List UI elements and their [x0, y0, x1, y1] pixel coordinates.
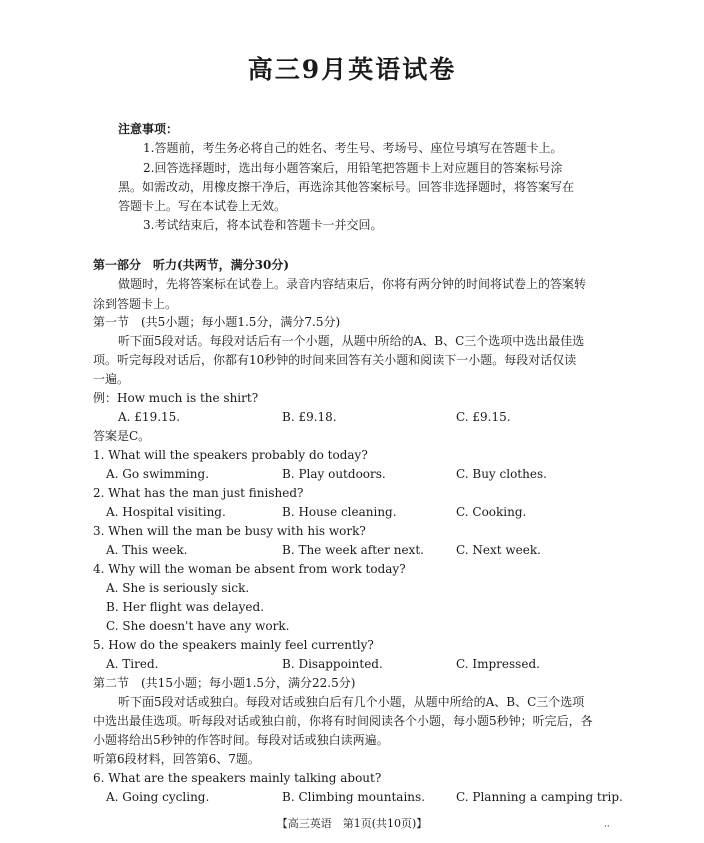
q4-option-c: C. She doesn't have any work.	[106, 619, 290, 633]
q2-option-c: C. Cooking.	[456, 505, 527, 519]
q4-option-a: A. She is seriously sick.	[106, 581, 250, 595]
section1-instr-line-1: 听下面5段对话。每段对话后有一个小题，从题中所给的A、B、C三个选项中选出最佳选	[118, 334, 585, 348]
example-answer: 答案是C。	[93, 429, 151, 443]
q3-option-c: C. Next week.	[456, 543, 541, 557]
section2-heading: 第二节 (共15小题；每小题1.5分，满分22.5分)	[93, 676, 356, 690]
part1-intro-line-1: 做题时，先将答案标在试卷上。录音内容结束后，你将有两分钟的时间将试卷上的答案转	[118, 277, 587, 291]
example-option-a: A. £19.15.	[118, 410, 181, 424]
notes-heading: 注意事项：	[118, 122, 179, 136]
example-option-c: C. £9.15.	[456, 410, 511, 424]
note-2-line-3: 答题卡上。写在本试卷上无效。	[118, 199, 287, 213]
question-1: 1. What will the speakers probably do today?	[93, 448, 368, 462]
question-3: 3. When will the man be busy with his work?	[93, 524, 366, 538]
q6-option-a: A. Going cycling.	[106, 790, 210, 804]
section1-instr-line-2: 项。听完每段对话后，你都有10秒钟的时间来回答有关小题和阅读下一小题。每段对话仅读	[93, 353, 577, 367]
q5-option-b: B. Disappointed.	[282, 657, 383, 671]
note-2-line-1: 2.回答选择题时，选出每小题答案后，用铅笔把答题卡上对应题目的答案标号涂	[143, 161, 563, 175]
section2-instr-line-1: 听下面5段对话或独白。每段对话或独白后有几个小题，从题中所给的A、B、C三个选项	[118, 695, 585, 709]
section2-material: 听第6段材料，回答第6、7题。	[93, 752, 260, 766]
example-question: 例：How much is the shirt?	[93, 391, 259, 405]
section1-heading: 第一节 (共5小题；每小题1.5分，满分7.5分)	[93, 315, 341, 329]
q1-option-b: B. Play outdoors.	[282, 467, 386, 481]
q1-option-a: A. Go swimming.	[106, 467, 210, 481]
note-1: 1.答题前，考生务必将自己的姓名、考生号、考场号、座位号填写在答题卡上。	[143, 141, 563, 155]
page-title: 高三9月英语试卷	[247, 55, 457, 84]
section2-instr-line-3: 小题将给出5秒钟的作答时间。每段对话或独白读两遍。	[93, 733, 389, 747]
question-4: 4. Why will the woman be absent from work today?	[93, 562, 406, 576]
corner-mark: ··	[604, 822, 610, 832]
note-3: 3.考试结束后，将本试卷和答题卡一并交回。	[143, 218, 383, 232]
q6-option-b: B. Climbing mountains.	[282, 790, 426, 804]
q6-option-c: C. Planning a camping trip.	[456, 790, 623, 804]
question-6: 6. What are the speakers mainly talking about?	[93, 771, 382, 785]
q3-option-a: A. This week.	[106, 543, 188, 557]
q2-option-a: A. Hospital visiting.	[106, 505, 226, 519]
question-2: 2. What has the man just finished?	[93, 486, 304, 500]
section2-instr-line-2: 中选出最佳选项。听每段对话或独白前，你将有时间阅读各个小题，每小题5秒钟；听完后，各	[93, 714, 593, 728]
note-2-line-2: 黑。如需改动，用橡皮擦干净后，再选涂其他答案标号。回答非选择题时，将答案写在	[118, 180, 575, 194]
q3-option-b: B. The week after next.	[282, 543, 424, 557]
q5-option-c: C. Impressed.	[456, 657, 540, 671]
part1-heading: 第一部分 听力(共两节，满分30分)	[93, 258, 290, 272]
q4-option-b: B. Her flight was delayed.	[106, 600, 265, 614]
part1-intro-line-2: 涂到答题卡上。	[93, 297, 178, 311]
q2-option-b: B. House cleaning.	[282, 505, 397, 519]
example-option-b: B. £9.18.	[282, 410, 337, 424]
page-footer: 【高三英语 第1页(共10页)】	[276, 817, 428, 830]
question-5: 5. How do the speakers mainly feel currently?	[93, 638, 374, 652]
q1-option-c: C. Buy clothes.	[456, 467, 547, 481]
section1-instr-line-3: 一遍。	[93, 372, 130, 386]
q5-option-a: A. Tired.	[106, 657, 159, 671]
